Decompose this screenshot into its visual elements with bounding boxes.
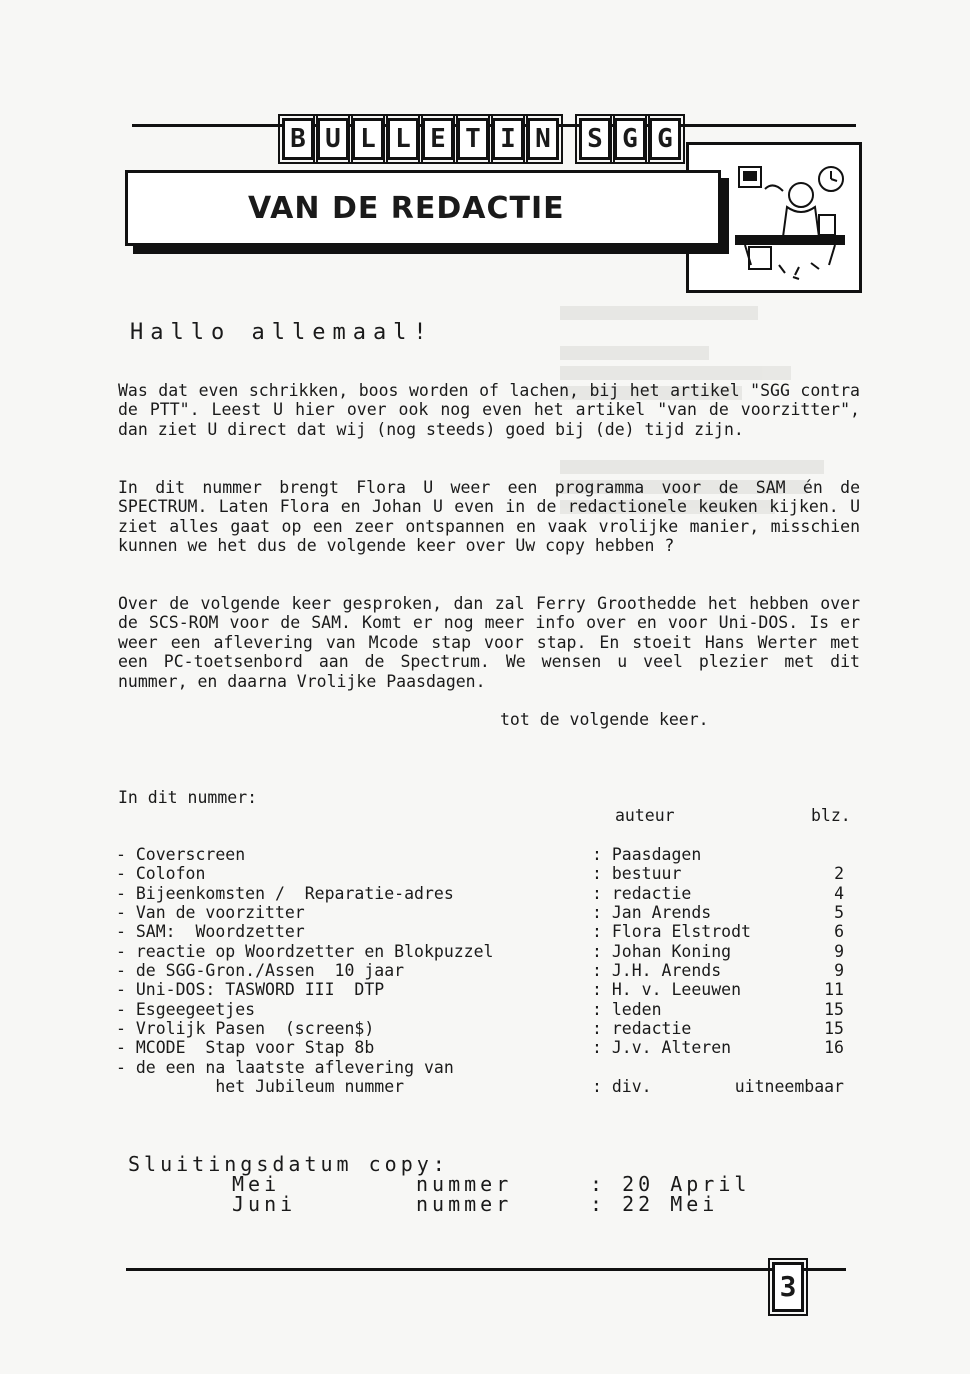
toc-row xyxy=(0,1077,970,1096)
intro-paragraph: Was dat even schrikken, boos worden of lachen, bij het artikel "SGG contra de PTT". Leest U hier over ook nog even het artikel "van de voorzitter", dan ziet U direct dat wij (nog steeds) goed bij (de) tijd zijn. xyxy=(118,381,860,439)
toc-author: : Flora Elstrodt xyxy=(592,922,751,941)
toc-title: - Esgeegeetjes xyxy=(116,1000,256,1019)
toc-row xyxy=(0,1000,970,1019)
toc-row xyxy=(0,980,970,999)
logo-letter: U xyxy=(317,118,349,160)
toc-author: : redactie xyxy=(592,1019,692,1038)
toc-title: - Coverscreen xyxy=(116,845,246,864)
deadline-label: nummer xyxy=(416,1192,513,1216)
toc-page: 9 xyxy=(834,961,844,980)
deadline-month: Juni xyxy=(232,1192,297,1216)
logo-letter: L xyxy=(352,118,384,160)
toc-row xyxy=(0,903,970,922)
toc-row xyxy=(0,864,970,883)
deadline-month: Mei xyxy=(232,1172,281,1196)
toc-author: : J.H. Arends xyxy=(592,961,722,980)
toc-title: - de een na laatste aflevering van xyxy=(116,1058,454,1077)
toc-title: - reactie op Woordzetter en Blokpuzzel xyxy=(116,942,494,961)
page-number: 3 xyxy=(772,1262,804,1312)
logo-letter: G xyxy=(649,118,681,160)
logo-letter: I xyxy=(492,118,524,160)
toc-page: 2 xyxy=(834,864,844,883)
toc-row xyxy=(0,1019,970,1038)
toc-row xyxy=(0,961,970,980)
deadline-label: nummer xyxy=(416,1172,513,1196)
toc-title: - Vrolijk Pasen (screen$) xyxy=(116,1019,375,1038)
toc-author: : H. v. Leeuwen xyxy=(592,980,742,999)
toc-title: het Jubileum nummer xyxy=(116,1077,405,1096)
toc-author: : Paasdagen xyxy=(592,845,702,864)
logo-letter: N xyxy=(527,118,559,160)
toc-row xyxy=(0,922,970,941)
toc-title: - MCODE Stap voor Stap 8b xyxy=(116,1038,375,1057)
section-banner xyxy=(125,170,721,246)
toc-row xyxy=(0,884,970,903)
logo-letter: S xyxy=(579,118,611,160)
deadline-date: : 20 April xyxy=(590,1172,751,1196)
toc-row xyxy=(0,845,970,864)
toc-author: : leden xyxy=(592,1000,662,1019)
deadline-date: : 22 Mei xyxy=(590,1192,719,1216)
logo-letter: B xyxy=(282,118,314,160)
content-paragraph: In dit nummer brengt Flora U weer een programma voor de SAM én de SPECTRUM. Laten Flora en Johan U even in de redactionele keuken kijken. U ziet alles gaat op een zeer ontspannen en vaak vrolijke manier, misschien kunnen we het dus de volgende keer over Uw copy hebben ? xyxy=(118,478,860,556)
greeting: Hallo allemaal! xyxy=(130,320,434,345)
toc-page: 4 xyxy=(834,884,844,903)
toc-title: - de SGG-Gron./Assen 10 jaar xyxy=(116,961,405,980)
toc-author: : J.v. Alteren xyxy=(592,1038,732,1057)
toc-page: 5 xyxy=(834,903,844,922)
toc-author: : bestuur xyxy=(592,864,682,883)
toc-title: - Colofon xyxy=(116,864,206,883)
toc-page: 15 xyxy=(824,1019,844,1038)
closing-line: tot de volgende keer. xyxy=(500,710,709,729)
toc-author-header: auteur xyxy=(615,806,675,825)
toc-page: 9 xyxy=(834,942,844,961)
logo-letter: G xyxy=(614,118,646,160)
logo-letter: E xyxy=(422,118,454,160)
toc-author: : div. xyxy=(592,1077,652,1096)
toc-row xyxy=(0,1058,970,1077)
logo-letter: L xyxy=(387,118,419,160)
toc-row xyxy=(0,942,970,961)
toc-page: 15 xyxy=(824,1000,844,1019)
toc-author: : redactie xyxy=(592,884,692,903)
bulletin-logo xyxy=(282,118,681,160)
toc-page-header: blz. xyxy=(811,806,851,825)
toc-page: 6 xyxy=(834,922,844,941)
logo-letter: T xyxy=(457,118,489,160)
toc-row xyxy=(0,1038,970,1057)
toc-title: - Van de voorzitter xyxy=(116,903,305,922)
toc-title: - Uni-DOS: TASWORD III DTP xyxy=(116,980,385,999)
footer-rule xyxy=(126,1268,846,1271)
toc-page: 16 xyxy=(824,1038,844,1057)
next-issue-paragraph: Over de volgende keer gesproken, dan zal Ferry Groothedde het hebben over de SCS-ROM voor de SAM. Komt er nog meer info over en voor Uni-DOS. Is er weer een aflevering van Mcode stap voor stap. En stoeit Hans Werter met een PC-toetsenbord aan de Spectrum. We wensen u veel plezier met dit nummer, en daarna Vrolijke Paasdagen. xyxy=(118,594,860,691)
toc-title: - SAM: Woordzetter xyxy=(116,922,305,941)
deadline-heading: Sluitingsdatum copy: xyxy=(128,1152,449,1176)
toc-author: : Johan Koning xyxy=(592,942,732,961)
section-title: VAN DE REDACTIE xyxy=(248,190,565,226)
toc-heading: In dit nummer: xyxy=(118,788,258,807)
toc-page: 11 xyxy=(824,980,844,999)
toc-title: - Bijeenkomsten / Reparatie-adres xyxy=(116,884,454,903)
toc-page: uitneembaar xyxy=(734,1077,844,1096)
toc-author: : Jan Arends xyxy=(592,903,712,922)
